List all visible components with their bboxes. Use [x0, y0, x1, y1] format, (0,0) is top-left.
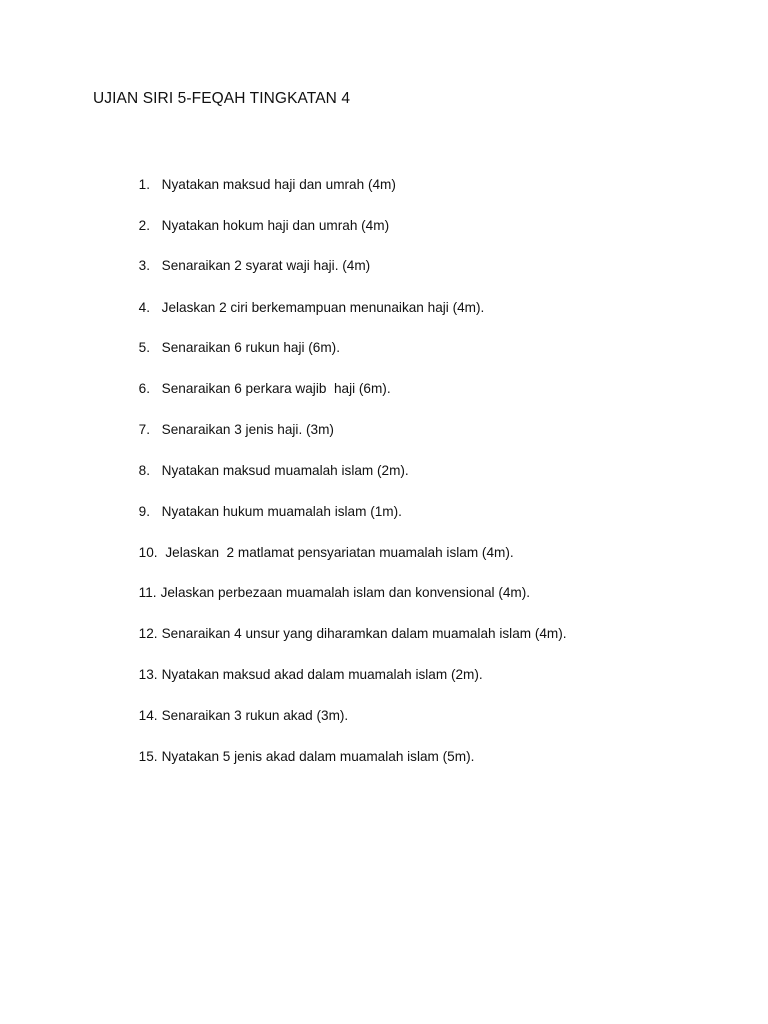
question-text: Nyatakan hukum muamalah islam (1m).	[161, 504, 402, 519]
question-number: 14.	[138, 708, 158, 723]
question-number: 13.	[138, 667, 158, 682]
question-text: Nyatakan maksud akad dalam muamalah islam (2m).	[161, 667, 483, 682]
question-number: 1.	[138, 177, 151, 192]
question-text: Nyatakan maksud muamalah islam (2m).	[161, 463, 409, 478]
question-item-3	[116, 242, 370, 290]
question-number: 12.	[138, 626, 158, 641]
document-title: UJIAN SIRI 5-FEQAH TINGKATAN 4	[93, 90, 351, 107]
question-text: Senaraikan 3 jenis haji. (3m)	[161, 422, 334, 437]
question-number: 6.	[138, 381, 151, 396]
question-text: Senaraikan 2 syarat waji haji. (4m)	[161, 258, 371, 273]
question-number: 3.	[138, 258, 151, 273]
question-text: Nyatakan maksud haji dan umrah (4m)	[161, 177, 396, 192]
question-text: Senaraikan 4 unsur yang diharamkan dalam muamalah islam (4m).	[161, 626, 567, 641]
question-text: Jelaskan 2 matlamat pensyariatan muamalah islam (4m).	[161, 545, 514, 560]
question-text: Senaraikan 6 rukun haji (6m).	[161, 340, 340, 355]
question-number: 15.	[138, 749, 158, 764]
question-text: Jelaskan perbezaan muamalah islam dan konvensional (4m).	[160, 585, 531, 600]
question-number: 4.	[138, 300, 151, 315]
question-number: 10.	[138, 545, 158, 560]
question-number: 2.	[138, 218, 151, 233]
question-number: 11.	[138, 585, 157, 600]
question-item-15	[116, 733, 474, 781]
question-number: 5.	[138, 340, 151, 355]
question-text: Jelaskan 2 ciri berkemampuan menunaikan haji (4m).	[161, 300, 485, 315]
question-number: 8.	[138, 463, 151, 478]
question-number: 7.	[138, 422, 151, 437]
question-text: Nyatakan hokum haji dan umrah (4m)	[161, 218, 390, 233]
question-text: Senaraikan 6 perkara wajib haji (6m).	[161, 381, 391, 396]
question-text: Nyatakan 5 jenis akad dalam muamalah islam (5m).	[161, 749, 475, 764]
question-number: 9.	[138, 504, 151, 519]
question-text: Senaraikan 3 rukun akad (3m).	[161, 708, 349, 723]
